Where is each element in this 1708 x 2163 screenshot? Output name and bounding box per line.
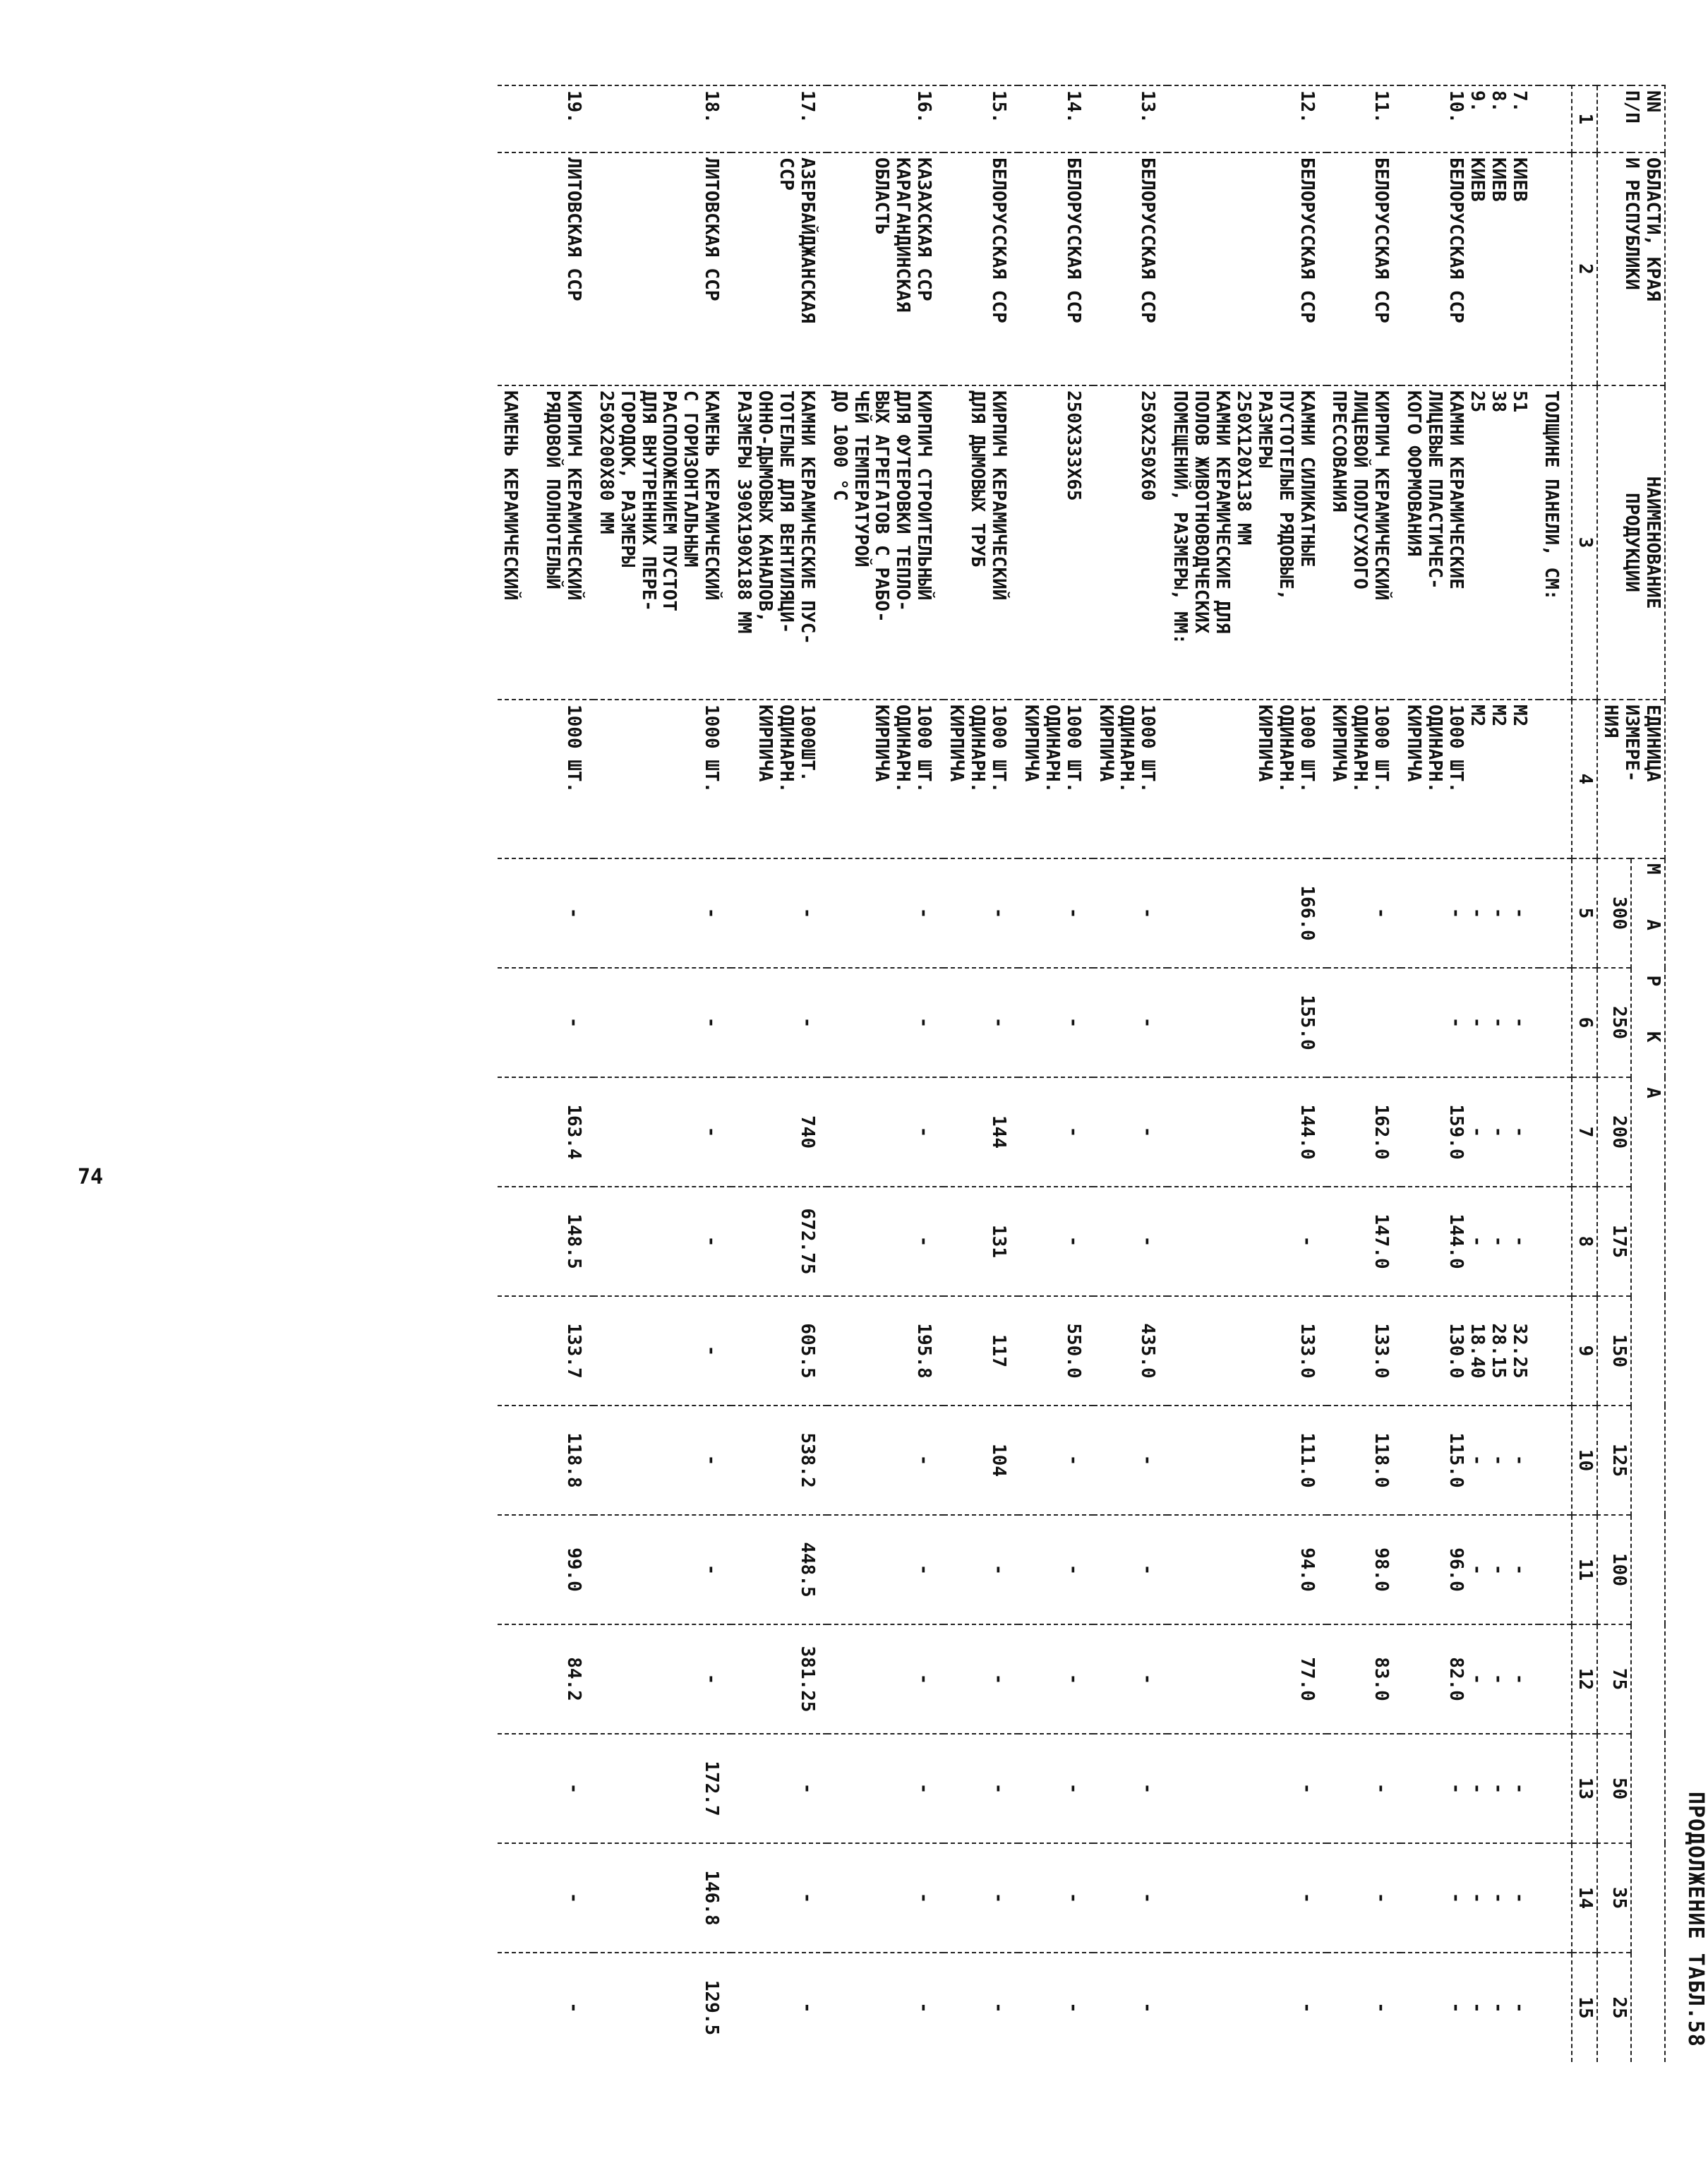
- table-cell: 133.7: [498, 1296, 594, 1406]
- header-grade-50: 50: [1597, 1734, 1631, 1843]
- table-cell: - - - -: [1401, 858, 1539, 968]
- table-cell: КАМЕНЬ КЕРАМИЧЕСКИЙ С ГОРИЗОНТАЛЬНЫМ РАСПОЛОЖЕНИЕМ ПУСТОТ ДЛЯ ВНУТРЕННИХ ПЕРЕ- ГОРОДОК, РАЗМЕРЫ 250Х200Х80 ММ: [594, 385, 731, 700]
- table-cell: - - - -: [1401, 1953, 1539, 2062]
- table-cell: [1539, 1296, 1572, 1406]
- table-cell: -: [498, 1843, 594, 1953]
- table-cell: БЕЛОРУССКАЯ ССР: [1018, 152, 1093, 385]
- header-unit: ЕДИНИЦА ИЗМЕРЕ- НИЯ: [1597, 700, 1665, 858]
- table-cell: М2 М2 М2 1000 ШТ. ОДИНАРН. КИРПИЧА: [1401, 700, 1539, 858]
- table-cell: -: [1018, 1077, 1093, 1187]
- table-cell: 146.8: [594, 1843, 731, 1953]
- table-cell: 166.0: [1167, 858, 1326, 968]
- column-number-5: 5: [1572, 858, 1597, 968]
- column-numbers-row: [1572, 85, 1597, 2062]
- table-cell: -: [827, 1953, 944, 2062]
- table-cell: -: [498, 1953, 594, 2062]
- table-cell: 51 38 25 КАМНИ КЕРАМИЧЕСКИЕ ЛИЦЕВЫЕ ПЛАСТИЧЕС- КОГО ФОРМОВАНИЯ: [1401, 385, 1539, 700]
- table-cell: -: [827, 1406, 944, 1515]
- table-cell: КИЕВ КИЕВ КИЕВ БЕЛОРУССКАЯ ССР: [1401, 152, 1539, 385]
- table-cell: -: [1167, 1187, 1326, 1296]
- table-cell: 12.: [1167, 85, 1326, 152]
- table-cell: -: [944, 1515, 1018, 1624]
- table-cell: -: [827, 1734, 944, 1843]
- table-cell: [1539, 1077, 1572, 1187]
- table-cell: -: [1327, 1953, 1402, 2062]
- header-grade-300: 300: [1597, 858, 1631, 968]
- table-cell: 11.: [1327, 85, 1402, 152]
- table-cell: БЕЛОРУССКАЯ ССР: [1167, 152, 1326, 385]
- column-number-2: 2: [1572, 152, 1597, 385]
- table-cell: 162.0: [1327, 1077, 1402, 1187]
- table-cell: - - - 144.0: [1401, 1187, 1539, 1296]
- table-cell: -: [731, 968, 827, 1077]
- table-cell: 18.: [594, 85, 731, 152]
- table-cell: -: [1093, 1406, 1168, 1515]
- table-cell: -: [594, 1077, 731, 1187]
- table-row: [1327, 85, 1402, 2062]
- column-number-9: 9: [1572, 1296, 1597, 1406]
- table-cell: 195.8: [827, 1296, 944, 1406]
- table-cell: [1539, 1734, 1572, 1843]
- table-cell: 7. 8. 9. 10.: [1401, 85, 1539, 152]
- column-number-8: 8: [1572, 1187, 1597, 1296]
- table-cell: -: [1093, 858, 1168, 968]
- table-cell: 172.7: [594, 1734, 731, 1843]
- table-cell: - - - 82.0: [1401, 1624, 1539, 1734]
- column-number-3: 3: [1572, 385, 1597, 700]
- table-cell: -: [944, 1734, 1018, 1843]
- table-cell: ТОЛЩИНЕ ПАНЕЛИ, СМ:: [1539, 385, 1572, 700]
- table-cell: [1539, 1953, 1572, 2062]
- table-cell: КАМНИ КЕРАМИЧЕСКИЕ ПУС- ТОТЕЛЫЕ ДЛЯ ВЕНТИЛЯЦИ- ОННО-ДЫМОВЫХ КАНАЛОВ, РАЗМЕРЫ 390Х190Х188 ММ: [731, 385, 827, 700]
- table-cell: -: [827, 1187, 944, 1296]
- table-cell: 155.0: [1167, 968, 1326, 1077]
- table-row: [944, 85, 1018, 2062]
- table-cell: -: [944, 1953, 1018, 2062]
- table-cell: БЕЛОРУССКАЯ ССР: [1093, 152, 1168, 385]
- table-cell: [1539, 1624, 1572, 1734]
- table-row: [827, 85, 944, 2062]
- table-cell: -: [594, 858, 731, 968]
- table-cell: БЕЛОРУССКАЯ ССР: [1327, 152, 1402, 385]
- table-row: [1018, 85, 1093, 2062]
- price-table: [498, 85, 1666, 2062]
- table-cell: -: [1327, 858, 1402, 968]
- table-cell: - - - 115.0: [1401, 1406, 1539, 1515]
- table-row: [498, 85, 594, 2062]
- table-cell: 148.5: [498, 1187, 594, 1296]
- table-cell: 133.0: [1167, 1296, 1326, 1406]
- table-row: [1401, 85, 1539, 2062]
- table-cell: -: [594, 1187, 731, 1296]
- table-cell: КИРПИЧ КЕРАМИЧЕСКИЙ РЯДОВОЙ ПОЛНОТЕЛЫЙ КАМЕНЬ КЕРАМИЧЕСКИЙ: [498, 385, 594, 700]
- column-number-1: 1: [1572, 85, 1597, 152]
- table-cell: -: [1093, 1734, 1168, 1843]
- column-number-7: 7: [1572, 1077, 1597, 1187]
- table-cell: [1539, 858, 1572, 968]
- table-cell: 605.5: [731, 1296, 827, 1406]
- table-cell: [1539, 152, 1572, 385]
- table-cell: -: [1093, 1515, 1168, 1624]
- table-cell: -: [1093, 1624, 1168, 1734]
- table-row: [1167, 85, 1326, 2062]
- column-number-4: 4: [1572, 700, 1597, 858]
- table-cell: 163.4: [498, 1077, 594, 1187]
- table-cell: 13.: [1093, 85, 1168, 152]
- table-cell: 740: [731, 1077, 827, 1187]
- table-cell: 15.: [944, 85, 1018, 152]
- table-cell: 448.5: [731, 1515, 827, 1624]
- table-row: [1093, 85, 1168, 2062]
- table-cell: [1539, 85, 1572, 152]
- table-cell: -: [1093, 1953, 1168, 2062]
- table-cell: 99.0: [498, 1515, 594, 1624]
- table-cell: КАМНИ СИЛИКАТНЫЕ ПУСТОТЕЛЫЕ РЯДОВЫЕ, РАЗМЕРЫ 250Х120Х138 ММ КАМНИ КЕРАМИЧЕСКИЕ ДЛЯ ПОЛОВ ЖИВОТНОВОДЧЕСКИХ ПОМЕЩЕНИЙ, РАЗМЕРЫ, ММ:: [1167, 385, 1326, 700]
- table-cell: -: [731, 1843, 827, 1953]
- table-cell: 1000 ШТ.: [498, 700, 594, 858]
- header-grade-25: 25: [1597, 1953, 1631, 2062]
- table-cell: 98.0: [1327, 1515, 1402, 1624]
- table-cell: 111.0: [1167, 1406, 1326, 1515]
- column-number-6: 6: [1572, 968, 1597, 1077]
- table-cell: -: [1018, 1843, 1093, 1953]
- table-cell: [1539, 1406, 1572, 1515]
- table-cell: -: [827, 1515, 944, 1624]
- table-cell: - - - 96.0: [1401, 1515, 1539, 1624]
- table-cell: -: [827, 858, 944, 968]
- table-cell: -: [1167, 1843, 1326, 1953]
- table-cell: 144: [944, 1077, 1018, 1187]
- table-cell: -: [731, 1953, 827, 2062]
- table-cell: -: [1093, 1077, 1168, 1187]
- table-cell: 538.2: [731, 1406, 827, 1515]
- table-cell: 117: [944, 1296, 1018, 1406]
- page-number: 74: [78, 1165, 104, 1190]
- table-cell: -: [594, 968, 731, 1077]
- table-cell: [1539, 1187, 1572, 1296]
- table-cell: 14.: [1018, 85, 1093, 152]
- table-cell: КАЗАХСКАЯ ССР КАРАГАНДИНСКАЯ ОБЛАСТЬ: [827, 152, 944, 385]
- table-cell: 133.0: [1327, 1296, 1402, 1406]
- table-cell: -: [1018, 1187, 1093, 1296]
- header-row-top: [1631, 85, 1665, 2062]
- table-cell: -: [731, 858, 827, 968]
- table-cell: -: [1167, 1953, 1326, 2062]
- table-cell: - - - 159.0: [1401, 1077, 1539, 1187]
- column-number-10: 10: [1572, 1406, 1597, 1515]
- table-cell: - - - -: [1401, 1734, 1539, 1843]
- table-cell: -: [1018, 1624, 1093, 1734]
- table-cell: -: [594, 1406, 731, 1515]
- table-cell: 435.0: [1093, 1296, 1168, 1406]
- table-cell: 1000 ШТ. ОДИНАРН. КИРПИЧА: [944, 700, 1018, 858]
- table-cell: -: [944, 968, 1018, 1077]
- table-cell: -: [827, 968, 944, 1077]
- table-cell: КИРПИЧ СТРОИТЕЛЬНЫЙ ДЛЯ ФУТЕРОВКИ ТЕПЛО- ВЫХ АГРЕГАТОВ С РАБО- ЧЕЙ ТЕМПЕРАТУРОЙ ДО 1000 °С: [827, 385, 944, 700]
- table-cell: 32.25 28.15 18.40 130.0: [1401, 1296, 1539, 1406]
- table-cell: - - - -: [1401, 968, 1539, 1077]
- table-cell: 19.: [498, 85, 594, 152]
- table-cell: -: [1093, 1843, 1168, 1953]
- header-region: ОБЛАСТИ, КРАЯ И РЕСПУБЛИКИ: [1597, 152, 1665, 385]
- header-grade-175: 175: [1597, 1187, 1631, 1296]
- table-cell: 1000 ШТ. ОДИНАРН. КИРПИЧА: [1167, 700, 1326, 858]
- table-cell: [1327, 968, 1402, 1077]
- table-cell: 129.5: [594, 1953, 731, 2062]
- table-cell: 550.0: [1018, 1296, 1093, 1406]
- table-cell: 84.2: [498, 1624, 594, 1734]
- table-cell: -: [1093, 968, 1168, 1077]
- table-cell: -: [594, 1296, 731, 1406]
- table-cell: ЛИТОВСКАЯ ССР: [594, 152, 731, 385]
- table-cell: [1539, 1515, 1572, 1624]
- table-cell: 672.75: [731, 1187, 827, 1296]
- header-nn: NN П/П: [1597, 85, 1665, 152]
- table-cell: [1539, 968, 1572, 1077]
- header-grade-150: 150: [1597, 1296, 1631, 1406]
- header-grade-35: 35: [1597, 1843, 1631, 1953]
- column-number-12: 12: [1572, 1624, 1597, 1734]
- header-grade-200: 200: [1597, 1077, 1631, 1187]
- table-cell: 1000 ШТ. ОДИНАРН. КИРПИЧА: [1093, 700, 1168, 858]
- table-caption: ПРОДОЛЖЕНИЕ ТАБЛ.58: [1683, 1791, 1708, 2047]
- table-cell: 381.25: [731, 1624, 827, 1734]
- table-cell: 77.0: [1167, 1624, 1326, 1734]
- table-cell: [1539, 700, 1572, 858]
- table-cell: -: [827, 1624, 944, 1734]
- table-cell: -: [1018, 1953, 1093, 2062]
- table-cell: -: [827, 1077, 944, 1187]
- table-cell: -: [944, 1624, 1018, 1734]
- table-cell: -: [1093, 1187, 1168, 1296]
- table-cell: -: [594, 1515, 731, 1624]
- table-cell: 144.0: [1167, 1077, 1326, 1187]
- table-cell: 83.0: [1327, 1624, 1402, 1734]
- table-cell: 1000 ШТ. ОДИНАРН. КИРПИЧА: [827, 700, 944, 858]
- table-cell: 1000 ШТ.: [594, 700, 731, 858]
- table-cell: - - - -: [1401, 1843, 1539, 1953]
- table-cell: -: [1327, 1843, 1402, 1953]
- header-grade-75: 75: [1597, 1624, 1631, 1734]
- table-cell: 131: [944, 1187, 1018, 1296]
- table-cell: -: [1018, 1515, 1093, 1624]
- table-row: [1539, 85, 1572, 2062]
- header-grade-250: 250: [1597, 968, 1631, 1077]
- table-row: [731, 85, 827, 2062]
- header-marka: М А Р К А: [1631, 858, 1665, 2062]
- table-row: [594, 85, 731, 2062]
- table-cell: -: [944, 858, 1018, 968]
- table-cell: -: [1167, 1734, 1326, 1843]
- table-cell: -: [594, 1624, 731, 1734]
- table-cell: 17.: [731, 85, 827, 152]
- table-cell: -: [827, 1843, 944, 1953]
- header-grade-100: 100: [1597, 1515, 1631, 1624]
- table-cell: 1000 ШТ. ОДИНАРН. КИРПИЧА: [1327, 700, 1402, 858]
- column-number-13: 13: [1572, 1734, 1597, 1843]
- column-number-14: 14: [1572, 1843, 1597, 1953]
- table-cell: 118.8: [498, 1406, 594, 1515]
- table-cell: -: [1018, 968, 1093, 1077]
- table-cell: -: [1018, 1406, 1093, 1515]
- rotated-table-page: [106, 85, 1708, 2061]
- table-cell: -: [498, 858, 594, 968]
- table-cell: [1539, 1843, 1572, 1953]
- table-cell: ЛИТОВСКАЯ ССР: [498, 152, 594, 385]
- table-cell: 94.0: [1167, 1515, 1326, 1624]
- column-number-15: 15: [1572, 1953, 1597, 2062]
- table-cell: 118.0: [1327, 1406, 1402, 1515]
- table-cell: -: [731, 1734, 827, 1843]
- table-cell: -: [1018, 858, 1093, 968]
- table-cell: -: [944, 1843, 1018, 1953]
- table-cell: 104: [944, 1406, 1018, 1515]
- table-cell: КИРПИЧ КЕРАМИЧЕСКИЙ ЛИЦЕВОЙ ПОЛУСУХОГО ПРЕССОВАНИЯ: [1327, 385, 1402, 700]
- table-cell: 1000 ШТ. ОДИНАРН. КИРПИЧА: [1018, 700, 1093, 858]
- table-cell: -: [1327, 1734, 1402, 1843]
- table-cell: 250Х250Х60: [1093, 385, 1168, 700]
- table-cell: -: [498, 1734, 594, 1843]
- table-cell: 1000ШТ. ОДИНАРН. КИРПИЧА: [731, 700, 827, 858]
- table-cell: АЗЕРБАЙДЖАНСКАЯ ССР: [731, 152, 827, 385]
- header-product: НАИМЕНОВАНИЕ ПРОДУКЦИИ: [1597, 385, 1665, 700]
- header-grade-125: 125: [1597, 1406, 1631, 1515]
- table-cell: 147.0: [1327, 1187, 1402, 1296]
- table-cell: -: [1018, 1734, 1093, 1843]
- table-cell: 16.: [827, 85, 944, 152]
- column-number-11: 11: [1572, 1515, 1597, 1624]
- table-cell: БЕЛОРУССКАЯ ССР: [944, 152, 1018, 385]
- table-cell: 250Х333Х65: [1018, 385, 1093, 700]
- table-cell: -: [498, 968, 594, 1077]
- table-cell: КИРПИЧ КЕРАМИЧЕСКИЙ ДЛЯ ДЫМОВЫХ ТРУБ: [944, 385, 1018, 700]
